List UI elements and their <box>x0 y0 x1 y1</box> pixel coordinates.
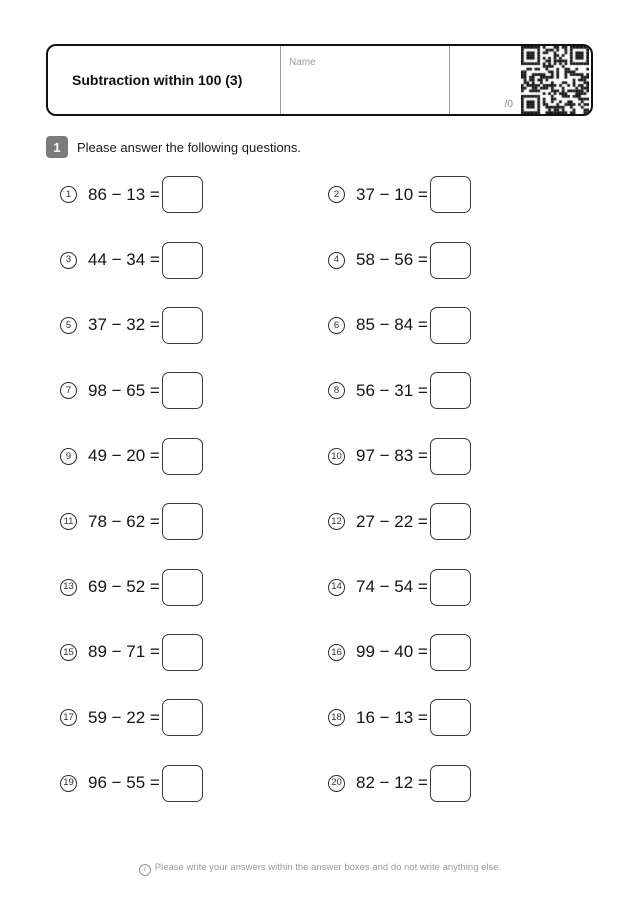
answer-box-5[interactable] <box>162 307 203 344</box>
answer-box-10[interactable] <box>430 438 471 475</box>
question-item <box>60 227 328 292</box>
question-item <box>60 162 328 227</box>
question-number: 17 <box>60 709 77 726</box>
question-number: 11 <box>60 513 77 530</box>
answer-box-9[interactable] <box>162 438 203 475</box>
question-number: 16 <box>328 644 345 661</box>
equation-text: 37 − 10 = <box>356 184 428 204</box>
equation-text: 97 − 83 = <box>356 446 428 466</box>
answer-box-19[interactable] <box>162 765 203 802</box>
equation-text: 82 − 12 = <box>356 773 428 793</box>
question-number: 7 <box>60 382 77 399</box>
equation-text: 49 − 20 = <box>88 446 160 466</box>
name-field[interactable] <box>280 46 449 114</box>
question-number: 14 <box>328 579 345 596</box>
answer-box-11[interactable] <box>162 503 203 540</box>
question-number: 15 <box>60 644 77 661</box>
title-cell <box>48 46 280 114</box>
question-item <box>328 685 596 750</box>
question-number: 2 <box>328 186 345 203</box>
page-title: Subtraction within 100 (3) <box>72 72 243 88</box>
footer-note-text: Please write your answers within the answer boxes and do not write anything else. <box>154 862 502 873</box>
equation-text: 98 − 65 = <box>88 380 160 400</box>
equation-text: 44 − 34 = <box>88 250 160 270</box>
qr-cell <box>519 46 591 114</box>
section-number-badge: 1 <box>46 136 68 158</box>
question-number: 18 <box>328 709 345 726</box>
answer-box-18[interactable] <box>430 699 471 736</box>
answer-box-1[interactable] <box>162 176 203 213</box>
question-number: 4 <box>328 252 345 269</box>
answer-box-17[interactable] <box>162 699 203 736</box>
question-item <box>328 489 596 554</box>
equation-text: 16 − 13 = <box>356 707 428 727</box>
answer-box-16[interactable] <box>430 634 471 671</box>
question-number: 13 <box>60 579 77 596</box>
question-item <box>60 554 328 619</box>
equation-text: 74 − 54 = <box>356 577 428 597</box>
question-item <box>60 489 328 554</box>
question-item <box>60 685 328 750</box>
question-number: 8 <box>328 382 345 399</box>
equation-text: 56 − 31 = <box>356 380 428 400</box>
equation-text: 27 − 22 = <box>356 511 428 531</box>
question-number: 5 <box>60 317 77 334</box>
equation-text: 69 − 52 = <box>88 577 160 597</box>
name-label: Name <box>289 57 316 68</box>
question-item <box>328 358 596 423</box>
question-number: 20 <box>328 775 345 792</box>
question-item <box>328 620 596 685</box>
answer-box-8[interactable] <box>430 372 471 409</box>
question-item <box>328 293 596 358</box>
question-item <box>60 358 328 423</box>
equation-text: 89 − 71 = <box>88 642 160 662</box>
answer-box-3[interactable] <box>162 242 203 279</box>
questions-grid <box>60 162 596 816</box>
answer-box-2[interactable] <box>430 176 471 213</box>
equation-text: 58 − 56 = <box>356 250 428 270</box>
answer-box-15[interactable] <box>162 634 203 671</box>
answer-box-20[interactable] <box>430 765 471 802</box>
answer-box-12[interactable] <box>430 503 471 540</box>
score-value: /0 <box>504 99 513 110</box>
answer-box-7[interactable] <box>162 372 203 409</box>
question-item <box>60 424 328 489</box>
footer-note <box>0 862 640 876</box>
question-number: 1 <box>60 186 77 203</box>
question-number: 3 <box>60 252 77 269</box>
answer-box-6[interactable] <box>430 307 471 344</box>
question-item <box>328 554 596 619</box>
answer-box-13[interactable] <box>162 569 203 606</box>
question-item <box>328 162 596 227</box>
question-number: 10 <box>328 448 345 465</box>
answer-box-4[interactable] <box>430 242 471 279</box>
header-box <box>46 44 593 116</box>
question-number: 9 <box>60 448 77 465</box>
equation-text: 99 − 40 = <box>356 642 428 662</box>
question-item <box>328 227 596 292</box>
section-header <box>46 136 301 158</box>
question-item <box>60 293 328 358</box>
score-cell <box>449 46 519 114</box>
question-item <box>60 751 328 816</box>
equation-text: 37 − 32 = <box>88 315 160 335</box>
equation-text: 96 − 55 = <box>88 773 160 793</box>
question-item <box>60 620 328 685</box>
question-item <box>328 424 596 489</box>
question-item <box>328 751 596 816</box>
equation-text: 78 − 62 = <box>88 511 160 531</box>
answer-box-14[interactable] <box>430 569 471 606</box>
equation-text: 85 − 84 = <box>356 315 428 335</box>
qr-code <box>521 46 589 114</box>
question-number: 19 <box>60 775 77 792</box>
section-instruction: Please answer the following questions. <box>77 139 302 155</box>
question-number: 12 <box>328 513 345 530</box>
equation-text: 86 − 13 = <box>88 184 160 204</box>
info-icon: i <box>139 864 151 876</box>
equation-text: 59 − 22 = <box>88 707 160 727</box>
question-number: 6 <box>328 317 345 334</box>
